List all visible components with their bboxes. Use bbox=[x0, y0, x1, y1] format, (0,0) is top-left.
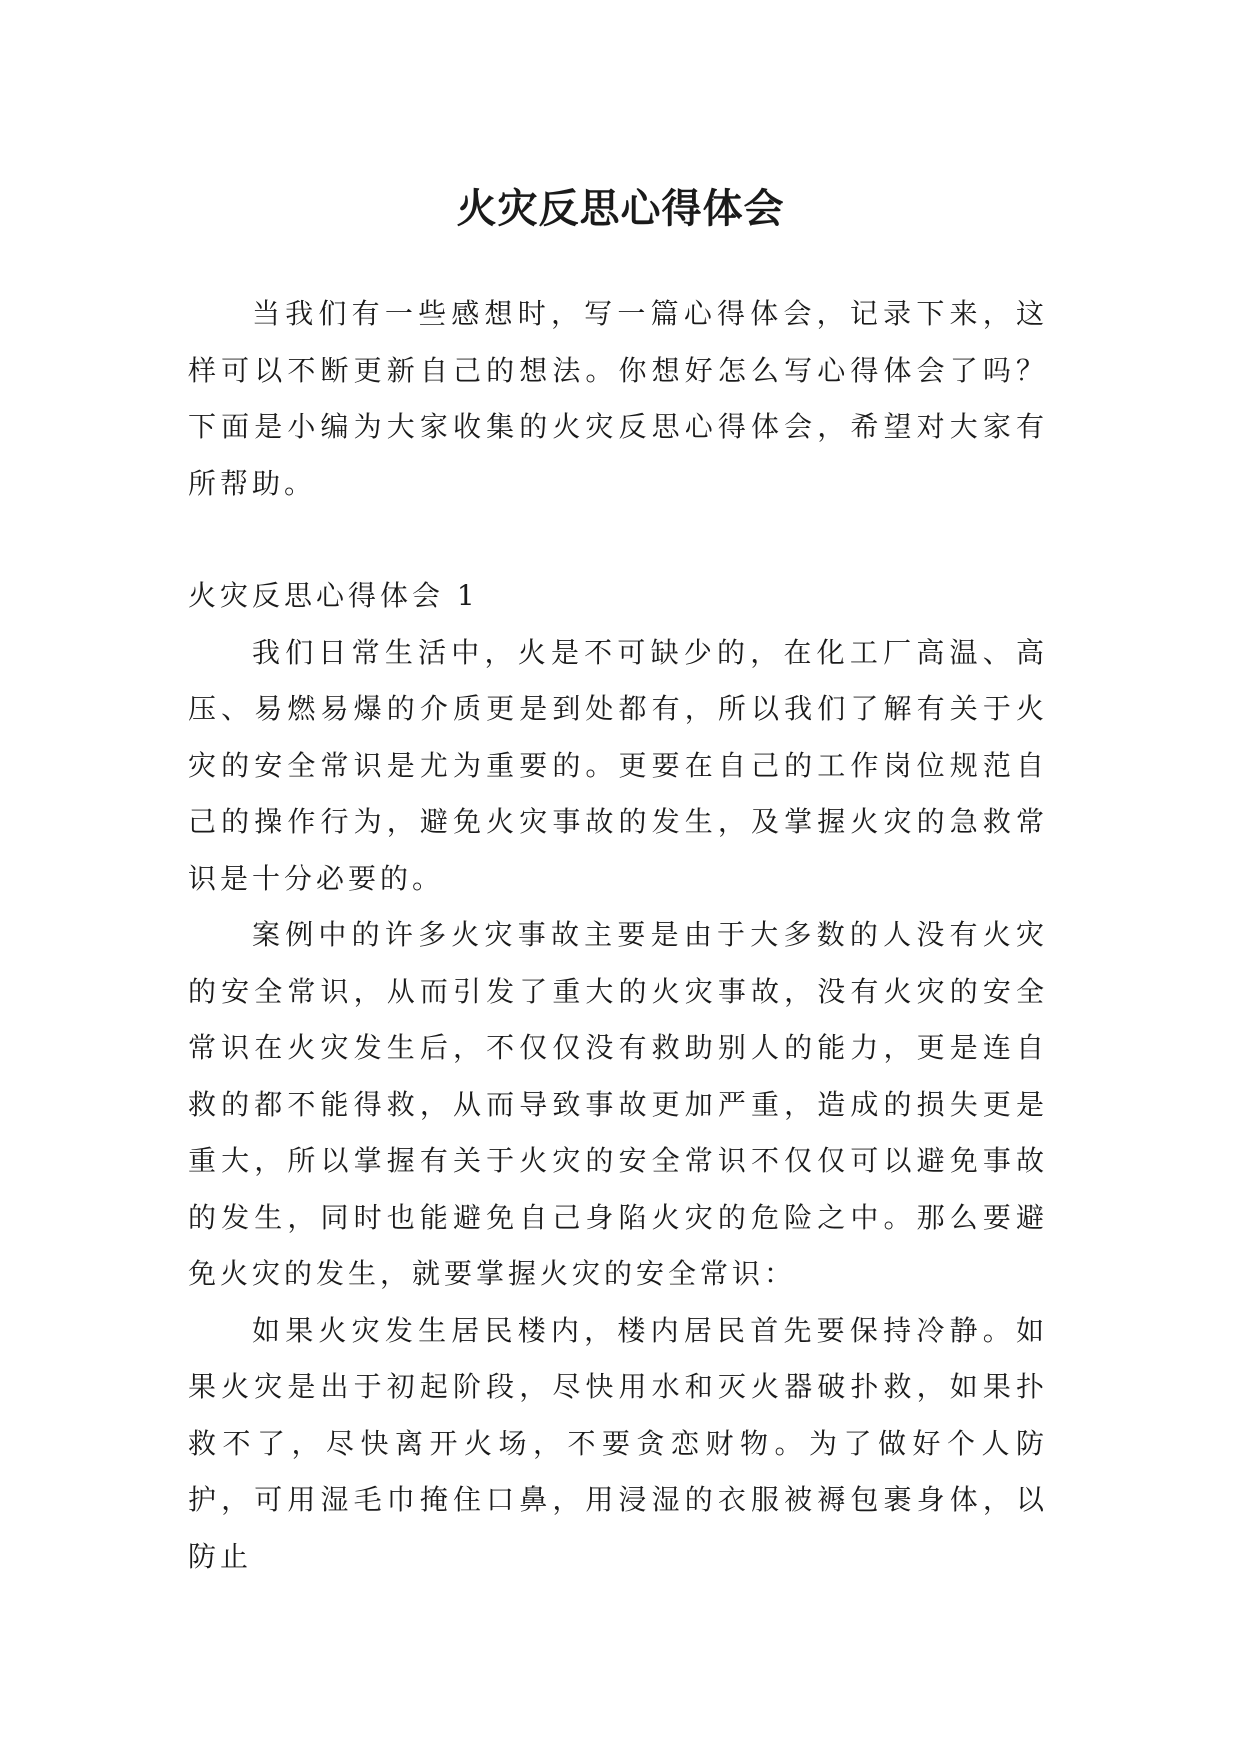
document-title: 火灾反思心得体会 bbox=[456, 185, 785, 232]
section-heading: 火灾反思心得体会 1 bbox=[188, 579, 479, 612]
document-body bbox=[188, 286, 1048, 1585]
body-paragraph: 案例中的许多火灾事故主要是由于大多数的人没有火灾的安全常识，从而引发了重大的火灾事故，没有火灾的安全常识在火灾发生后，不仅仅没有救助别人的能力，更是连自救的都不能得救，从而导致事故更加严重，造成的损失更是重大，所以掌握有关于火灾的安全常识不仅仅可以避免事故的发生，同时也能避免自己身陷火灾的危险之中。那么要避免火灾的发生，就要掌握火灾的安全常识： bbox=[188, 918, 1048, 1290]
body-paragraph: 如果火灾发生居民楼内，楼内居民首先要保持冷静。如果火灾是出于初起阶段，尽快用水和灭火器破扑救，如果扑救不了，尽快离开火场，不要贪恋财物。为了做好个人防护，可用湿毛巾掩住口鼻，用浸湿的衣服被褥包裹身体，以防止 bbox=[188, 1313, 1048, 1573]
body-paragraph: 我们日常生活中，火是不可缺少的，在化工厂高温、高压、易燃易爆的介质更是到处都有，所以我们了解有关于火灾的安全常识是尤为重要的。更要在自己的工作岗位规范自己的操作行为，避免火灾事故的发生，及掌握火灾的急救常识是十分必要的。 bbox=[188, 635, 1048, 895]
intro-paragraph: 当我们有一些感想时，写一篇心得体会，记录下来，这样可以不断更新自己的想法。你想好怎么写心得体会了吗？下面是小编为大家收集的火灾反思心得体会，希望对大家有所帮助。 bbox=[188, 297, 1048, 500]
